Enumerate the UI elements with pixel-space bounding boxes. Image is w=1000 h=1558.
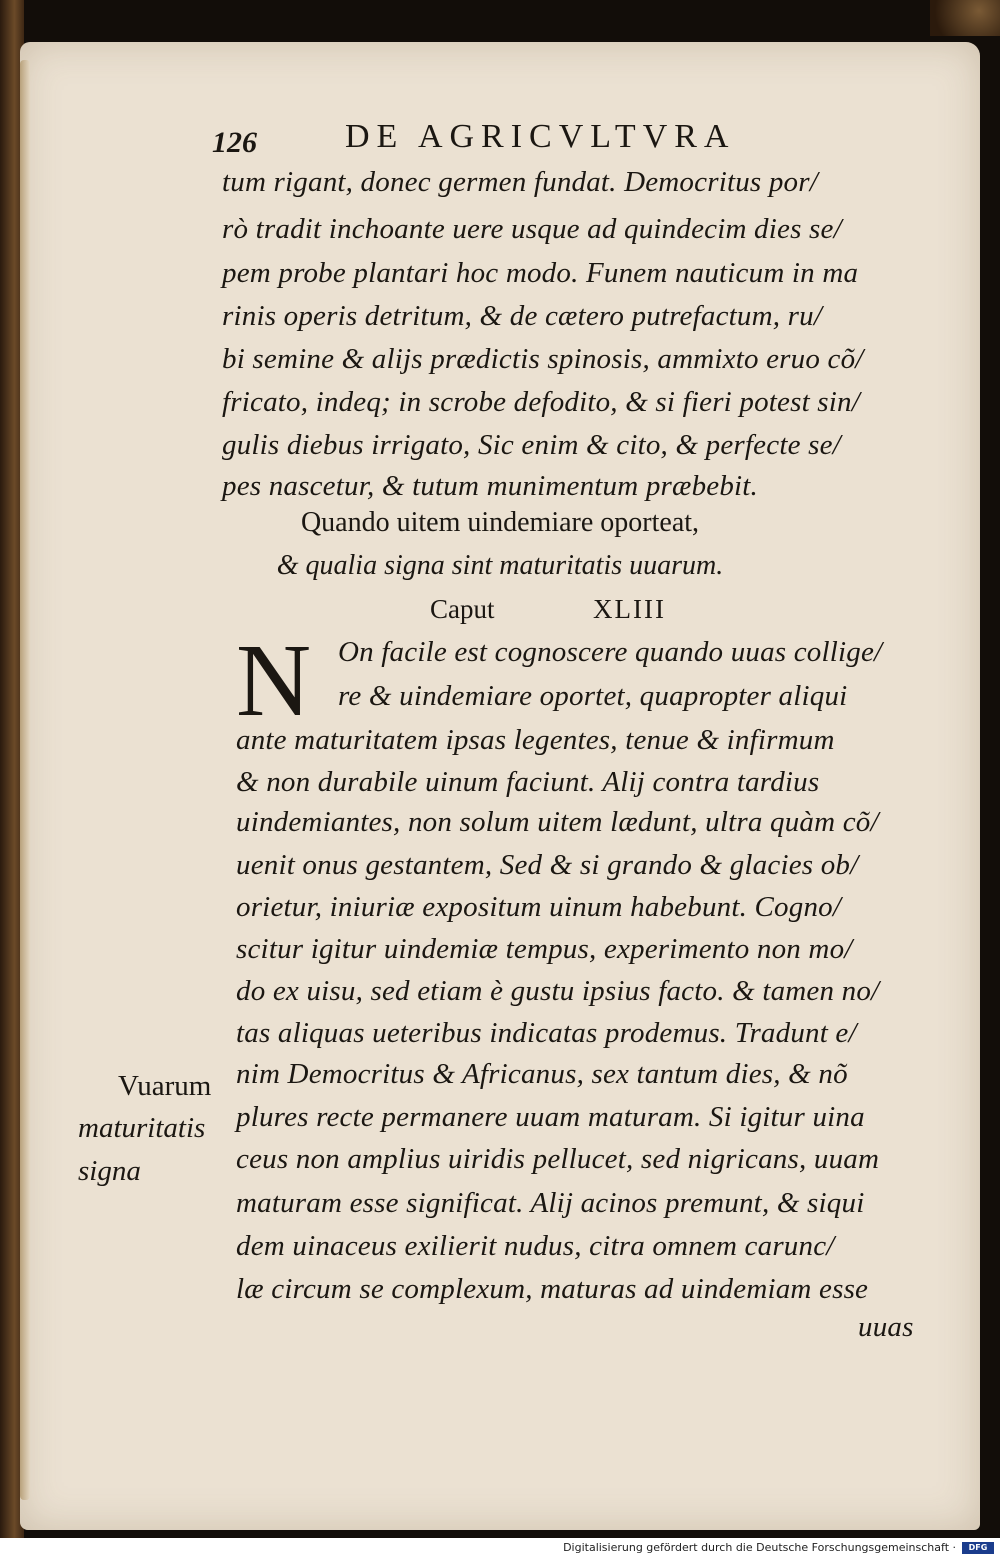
- text-line: nim Democritus & Africanus, sex tantum dies, & nõ: [236, 1058, 848, 1090]
- text-line: ante maturitatem ipsas legentes, tenue & infirmum: [236, 724, 835, 756]
- text-line: maturam esse significat. Alij acinos premunt, & siqui: [236, 1187, 865, 1219]
- text-line: orietur, iniuriæ expositum uinum habebunt. Cogno/: [236, 891, 842, 923]
- chapter-title-line-1: Quando uitem uindemiare oporteat,: [300, 507, 700, 538]
- chapter-title-line-2: & qualia signa sint maturitatis uuarum.: [276, 550, 724, 581]
- text-line: rinis operis detritum, & de cætero putrefactum, ru/: [222, 300, 823, 332]
- text-line: uenit onus gestantem, Sed & si grando & glacies ob/: [236, 849, 859, 881]
- text-line: do ex uisu, sed etiam è gustu ipsius facto. & tamen no/: [236, 975, 880, 1007]
- text-line: pem probe plantari hoc modo. Funem nauticum in ma: [222, 257, 859, 289]
- caput-number: XLIII: [593, 594, 666, 624]
- dfg-logo: DFG: [962, 1542, 994, 1554]
- margin-note-line-3: signa: [78, 1155, 141, 1187]
- text-line: pes nascetur, & tutum munimentum præbebit.: [222, 470, 759, 502]
- text-line: fricato, indeq; in scrobe defodito, & si fieri potest sin/: [222, 386, 861, 418]
- text-line: tas aliquas ueteribus indicatas prodemus. Tradunt e/: [236, 1017, 857, 1049]
- text-line: uindemiantes, non solum uitem lædunt, ultra quàm cõ/: [236, 806, 879, 838]
- text-line: tum rigant, donec germen fundat. Democritus por/: [222, 166, 818, 198]
- margin-note-line-2: maturitatis: [78, 1112, 206, 1144]
- catchword: uuas: [858, 1311, 914, 1343]
- caput-label: Caput: [430, 594, 495, 624]
- text-line: scitur igitur uindemiæ tempus, experimento non mo/: [236, 933, 853, 965]
- text-line: plures recte permanere uuam maturam. Si igitur uina: [236, 1101, 865, 1133]
- digitization-credit: Digitalisierung gefördert durch die Deutsche Forschungsgemeinschaft ·: [563, 1541, 956, 1554]
- margin-note-line-1: Vuarum: [118, 1070, 212, 1102]
- text-line: bi semine & alijs prædictis spinosis, ammixto eruo cõ/: [222, 343, 864, 375]
- text-line: læ circum se complexum, maturas ad uindemiam esse: [236, 1273, 869, 1305]
- text-line: rò tradit inchoante uere usque ad quindecim dies se/: [222, 213, 842, 245]
- page-number: 126: [212, 126, 257, 159]
- running-head: DE AGRICVLTVRA: [345, 118, 736, 155]
- page-gutter-edge: [20, 60, 30, 1500]
- text-line: gulis diebus irrigato, Sic enim & cito, & perfecte se/: [222, 429, 841, 461]
- binding-corner: [930, 0, 1000, 36]
- text-line: & non durabile uinum faciunt. Alij contra tardius: [236, 766, 820, 798]
- footer-bar: [0, 1538, 1000, 1558]
- text-line: On facile est cognoscere quando uuas collige/: [338, 636, 883, 668]
- text-line: re & uindemiare oportet, quapropter aliqui: [338, 680, 848, 712]
- text-line: dem uinaceus exilierit nudus, citra omnem carunc/: [236, 1230, 835, 1262]
- drop-cap-initial: N: [236, 623, 312, 738]
- text-line: ceus non amplius uiridis pellucet, sed nigricans, uuam: [236, 1143, 880, 1175]
